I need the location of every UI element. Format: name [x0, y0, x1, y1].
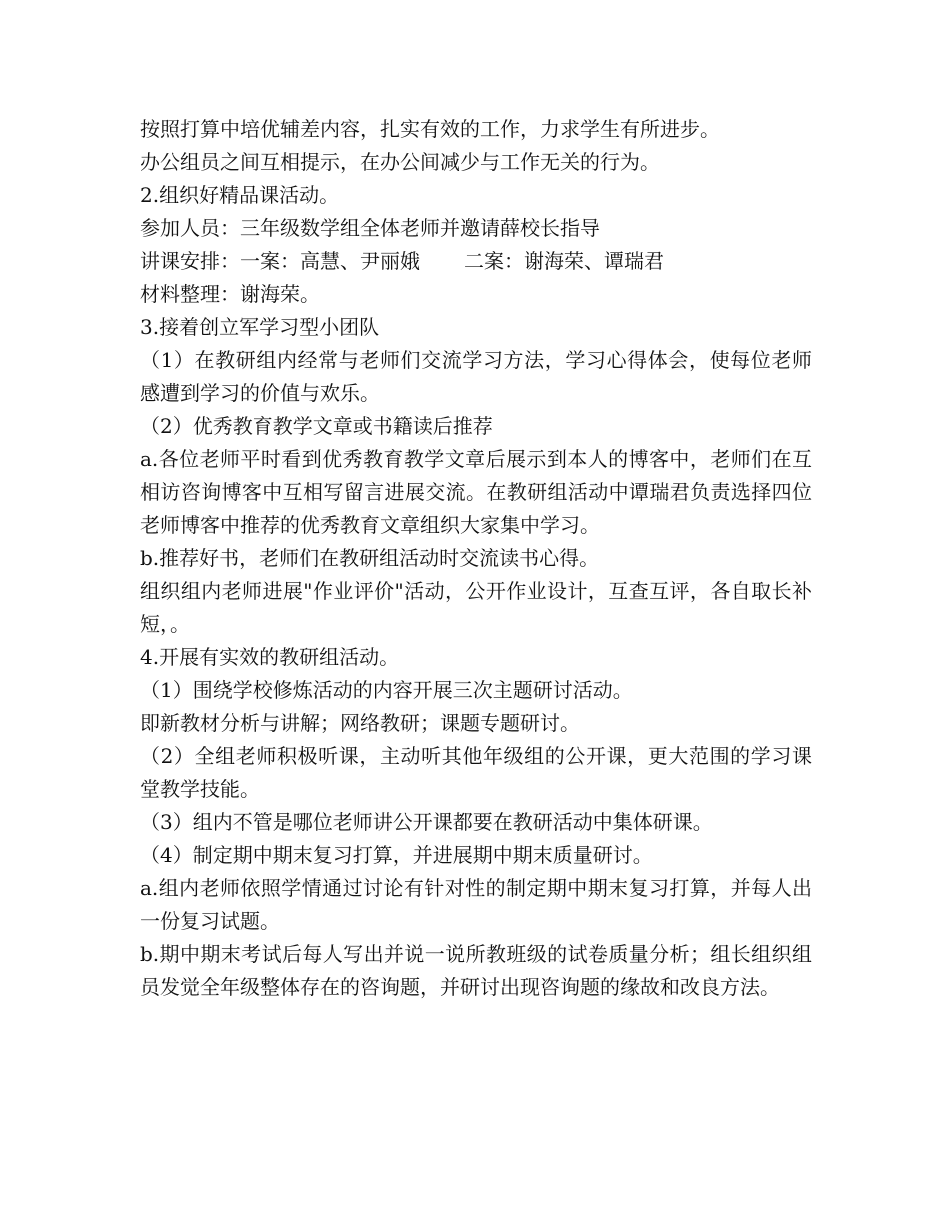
section-heading-research-activities: 4.开展有实效的教研组活动。	[140, 645, 400, 669]
schedule-part-one: 讲课安排：一案：高慧、尹丽娥	[140, 249, 420, 273]
paragraph-office-reminder: 办公组员之间互相提示，在办公间减少与工作无关的行为。	[140, 150, 660, 174]
item-theme-seminars: （1）围绕学校修炼活动的内容开展三次主题研讨活动。	[140, 678, 633, 702]
paragraph-guidance-plan: 按照打算中培优辅差内容，扎实有效的工作，力求学生有所进步。	[140, 117, 720, 141]
paragraph-materials: 材料整理：谢海荣。	[140, 282, 320, 306]
paragraph-homework-evaluation: 组织组内老师进展"作业评价"活动，公开作业设计，互查互评，各自取长补短，。	[140, 579, 812, 636]
item-recommend-books: b.推荐好书，老师们在教研组活动时交流读书心得。	[140, 546, 600, 570]
item-blog-sharing: a.各位老师平时看到优秀教育教学文章后展示到本人的博客中，老师们在互相访咨询博客中互相写留言进展交流。在教研组活动中谭瑞君负责选择四位老师博客中推荐的优秀教育文章组织大家集中学习。	[140, 447, 812, 537]
document-page	[140, 113, 812, 1004]
item-review-plan-a: a.组内老师依照学情通过讨论有针对性的制定期中期末复习打算，并每人出一份复习试题。	[140, 876, 812, 933]
section-heading-learning-team: 3.接着创立军学习型小团队	[140, 315, 380, 339]
section-heading-quality-lesson: 2.组织好精品课活动。	[140, 183, 340, 207]
item-exchange-methods: （1）在教研组内经常与老师们交流学习方法，学习心得体会，使每位老师感遭到学习的价值与欢乐。	[140, 348, 812, 405]
item-attend-lessons: （2）全组老师积极听课，主动听其他年级组的公开课，更大范围的学习课堂教学技能。	[140, 744, 812, 801]
item-article-recommend: （2）优秀教育教学文章或书籍读后推荐	[140, 414, 493, 438]
schedule-part-two: 二案：谢海荣、谭瑞君	[464, 249, 664, 273]
paragraph-participants: 参加人员：三年级数学组全体老师并邀请薛校长指导	[140, 216, 600, 240]
item-review-plan-b: b.期中期末考试后每人写出并说一说所教班级的试卷质量分析；组长组织组员发觉全年级整体存在的咨询题，并研讨出现咨询题的缘故和改良方法。	[140, 942, 812, 999]
paragraph-lesson-schedule	[140, 245, 812, 278]
item-collective-lesson-study: （3）组内不管是哪位老师讲公开课都要在教研活动中集体研课。	[140, 810, 713, 834]
item-review-plan: （4）制定期中期末复习打算，并进展期中期末质量研讨。	[140, 843, 653, 867]
paragraph-seminar-topics: 即新教材分析与讲解；网络教研；课题专题研讨。	[140, 711, 580, 735]
